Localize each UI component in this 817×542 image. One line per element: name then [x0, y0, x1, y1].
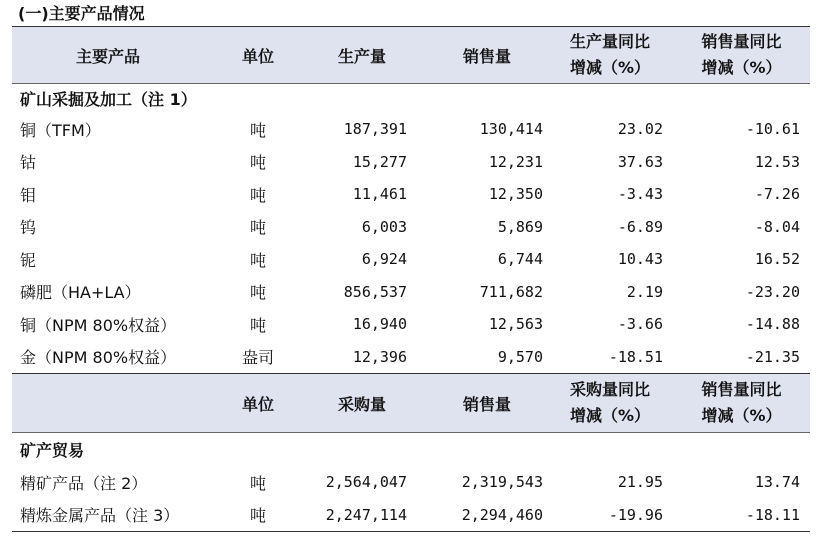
production-value: 6,003: [361, 217, 407, 236]
product-name: 精炼金属产品（注 3）: [12, 499, 228, 532]
purchase-change-value: 21.95: [617, 473, 663, 492]
unit-cell: 吨: [249, 218, 266, 238]
header-unit: 单位: [228, 27, 288, 84]
sales-value: 2,319,543: [461, 473, 543, 492]
unit-cell: 吨: [228, 499, 288, 532]
unit-cell: 吨: [249, 185, 266, 205]
unit-cell: 吨: [249, 315, 266, 335]
header-sales-trade: 销售量: [423, 374, 547, 433]
product-name: 精矿产品（注 2）: [20, 473, 148, 493]
production-change-value: 10.43: [617, 250, 663, 269]
production-value: 11,461: [352, 185, 407, 204]
sales-value: 9,570: [497, 347, 543, 366]
table-row: [12, 276, 810, 309]
production-value: 187,391: [343, 120, 407, 139]
sales-value: 6,744: [497, 250, 543, 269]
sales-value: 5,869: [497, 217, 543, 236]
production-change-value: -3.43: [617, 185, 663, 204]
header-row-production: [12, 27, 810, 84]
unit-cell: 吨: [249, 153, 266, 173]
production-value: 856,537: [343, 282, 407, 301]
product-name: 铌: [20, 250, 37, 270]
unit-cell: 吨: [249, 473, 266, 493]
production-change-value: -6.89: [617, 217, 663, 236]
product-name: 钴: [20, 153, 37, 173]
production-change-value: -3.66: [617, 315, 663, 334]
sales-change-value: -10.61: [745, 120, 800, 139]
unit-cell: 吨: [249, 283, 266, 303]
sales-value: 12,231: [488, 152, 543, 171]
sales-change-value: -14.88: [745, 315, 800, 334]
header-production-change-line1: 生产量同比: [569, 32, 650, 51]
header-purchase-change-line2: 增减（%）: [569, 406, 651, 425]
header-sales-change: [673, 27, 810, 84]
unit-cell: 盎司: [241, 348, 274, 368]
sales-change-value: -7.26: [754, 185, 800, 204]
product-name: 金（NPM 80%权益）: [20, 348, 177, 368]
sales-change-value: -23.20: [745, 282, 800, 301]
header-sales-change-trade-line2: 增减（%）: [701, 406, 782, 425]
product-name: 钨: [20, 218, 37, 238]
header-sales-change-trade-line1: 销售量同比: [701, 380, 782, 399]
section-title: (一)主要产品情况: [18, 4, 145, 23]
production-value: 16,940: [352, 315, 407, 334]
sales-change-value: 13.74: [754, 473, 800, 492]
production-value: 6,924: [361, 250, 407, 269]
table-row: [12, 499, 810, 532]
purchase-value: 2,564,047: [325, 473, 407, 492]
group-title-mining: 矿山采掘及加工（注 1）: [20, 90, 197, 109]
table-row: [12, 211, 810, 244]
table-row: [12, 466, 810, 499]
table-row: [12, 178, 810, 211]
purchase-change-value: -19.96: [547, 499, 673, 532]
sales-value: 12,350: [488, 185, 543, 204]
group-row-trade: [12, 433, 810, 467]
sales-value: 2,294,460: [423, 499, 547, 532]
sales-value: 130,414: [479, 120, 543, 139]
unit-cell: 吨: [249, 250, 266, 270]
header-production-change-line2: 增减（%）: [569, 58, 651, 77]
header-production: 生产量: [288, 27, 423, 84]
header-purchase-change-line1: 采购量同比: [569, 380, 650, 399]
production-value: 12,396: [352, 347, 407, 366]
product-name: 铜（NPM 80%权益）: [20, 315, 177, 335]
group-title-trade: 矿产贸易: [20, 441, 85, 460]
header-sales: 销售量: [423, 27, 547, 84]
production-change-value: 37.63: [617, 152, 663, 171]
header-row-trade: [12, 374, 810, 433]
production-change-value: 23.02: [617, 120, 663, 139]
header-purchase-change: [547, 374, 673, 433]
header-unit-trade: 单位: [228, 374, 288, 433]
table-row: [12, 146, 810, 179]
header-product: 主要产品: [12, 27, 228, 84]
product-name: 铜（TFM）: [20, 120, 101, 140]
header-sales-change-trade: [673, 374, 810, 433]
sales-change-value: -21.35: [745, 347, 800, 366]
product-table: [12, 26, 810, 532]
production-value: 15,277: [352, 152, 407, 171]
header-purchase: 采购量: [288, 374, 423, 433]
purchase-value: 2,247,114: [288, 499, 423, 532]
sales-change-value: 16.52: [754, 250, 800, 269]
sales-change-value: -8.04: [754, 217, 800, 236]
sales-change-value: -18.11: [673, 499, 810, 532]
group-row-mining: [12, 84, 810, 114]
sales-value: 711,682: [479, 282, 543, 301]
table-row: [12, 243, 810, 276]
product-name: 钼: [20, 185, 37, 205]
production-change-value: 2.19: [626, 282, 663, 301]
sales-change-value: 12.53: [754, 152, 800, 171]
header-production-change: [547, 27, 673, 84]
table-row: [12, 308, 810, 341]
sales-value: 12,563: [488, 315, 543, 334]
unit-cell: 吨: [249, 120, 266, 140]
table-row: [12, 113, 810, 146]
header-blank: [12, 374, 228, 433]
product-name: 磷肥（HA+LA）: [20, 283, 141, 303]
production-change-value: -18.51: [608, 347, 663, 366]
table-row: [12, 341, 810, 374]
header-sales-change-line1: 销售量同比: [701, 32, 782, 51]
header-sales-change-line2: 增减（%）: [701, 58, 782, 77]
